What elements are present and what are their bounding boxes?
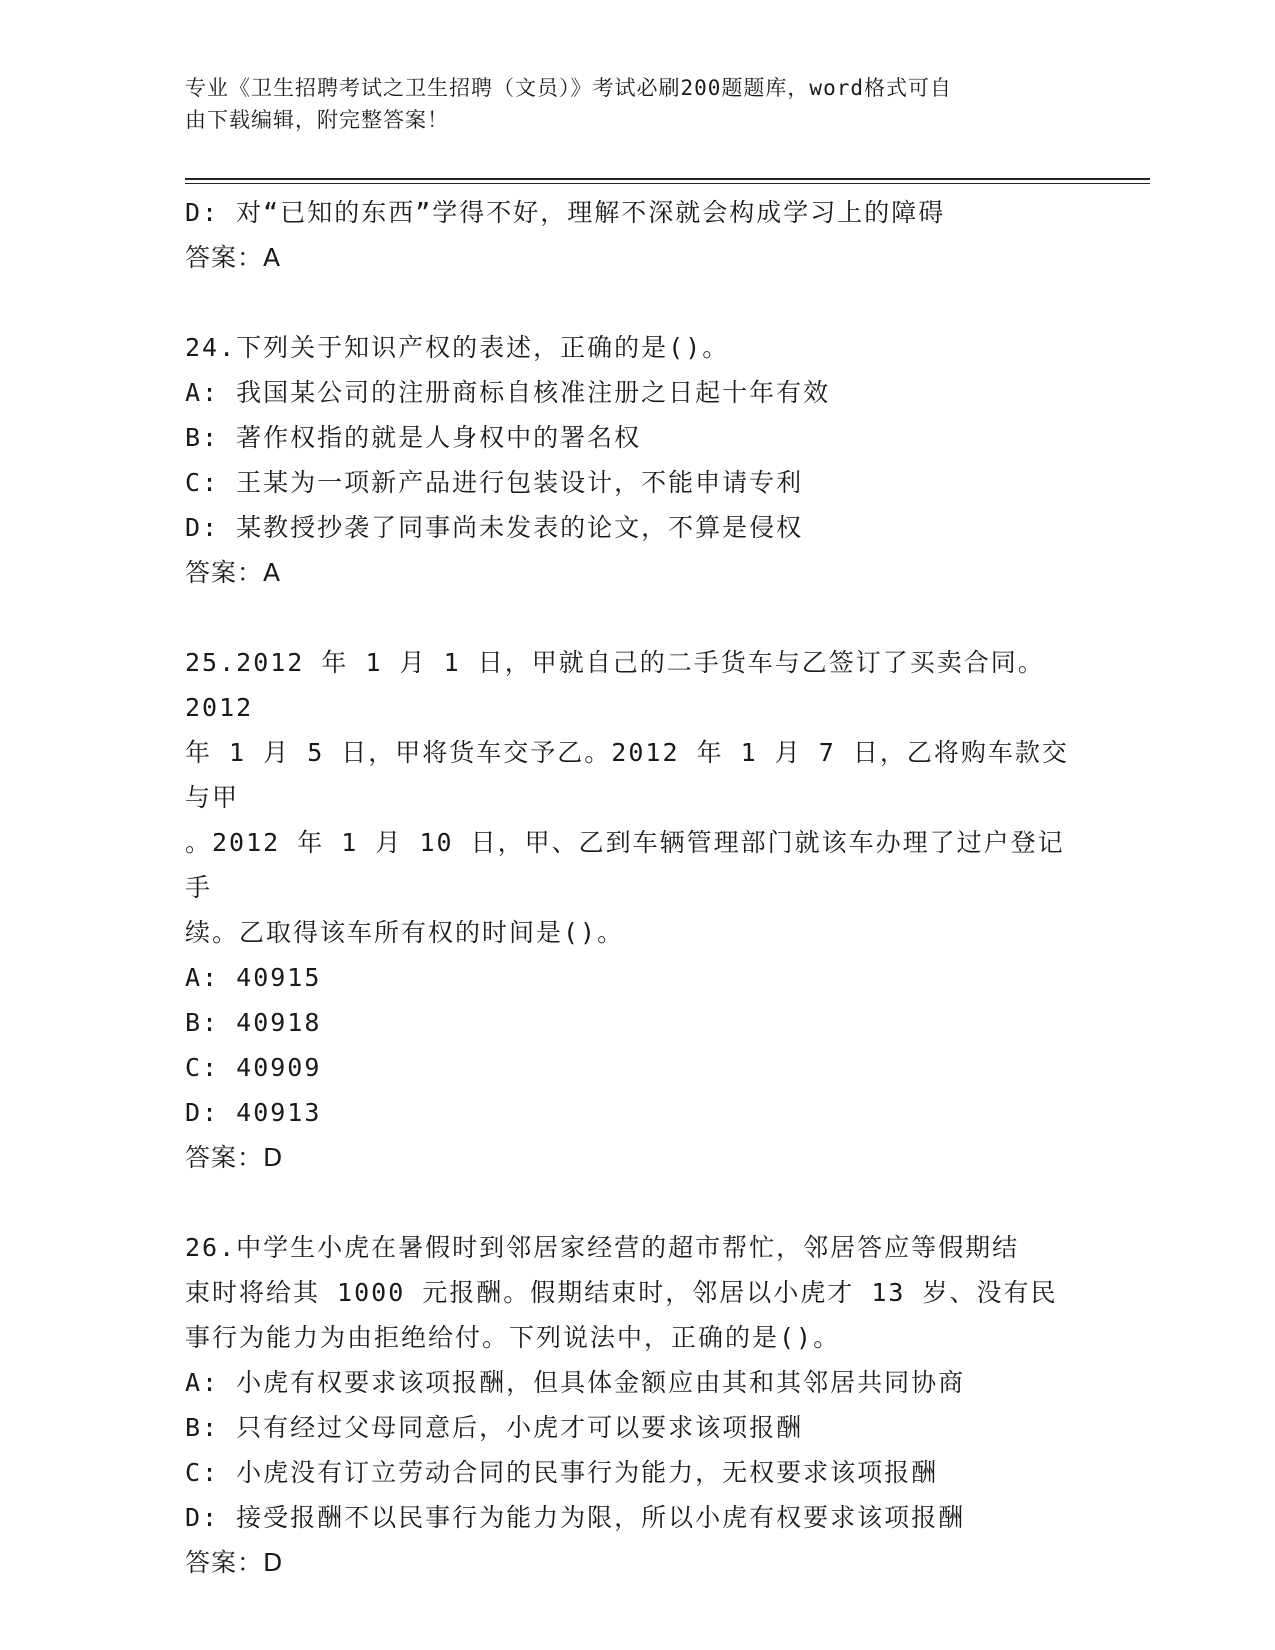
option-d: D: 对“已知的东西”学得不好，理解不深就会构成学习上的障碍 [185, 198, 946, 227]
spacer [185, 595, 1085, 640]
question-stem-line: 续。乙取得该车所有权的时间是()。 [185, 918, 625, 947]
previous-question-tail [185, 190, 1085, 280]
question-24 [185, 325, 1085, 595]
question-stem-line: 24.下列关于知识产权的表述，正确的是()。 [185, 333, 730, 362]
option-d: D: 某教授抄袭了同事尚未发表的论文，不算是侵权 [185, 513, 804, 542]
question-25 [185, 640, 1085, 1180]
option-c: C: 40909 [185, 1053, 322, 1082]
question-stem-line: 事行为能力为由拒绝给付。下列说法中，正确的是()。 [185, 1323, 841, 1352]
question-stem-line: 束时将给其 1000 元报酬。假期结束时，邻居以小虎才 13 岁、没有民 [185, 1278, 1058, 1307]
answer-line: 答案：D [185, 1143, 284, 1172]
header-rule-thin [185, 183, 1150, 184]
option-a: A: 40915 [185, 963, 322, 992]
question-stem-line: 26.中学生小虎在暑假时到邻居家经营的超市帮忙，邻居答应等假期结 [185, 1233, 1020, 1262]
spacer [185, 1180, 1085, 1225]
option-b: B: 著作权指的就是人身权中的署名权 [185, 423, 642, 452]
option-d: D: 40913 [185, 1098, 322, 1127]
option-a: A: 小虎有权要求该项报酬，但具体金额应由其和其邻居共同协商 [185, 1368, 966, 1397]
option-d: D: 接受报酬不以民事行为能力为限，所以小虎有权要求该项报酬 [185, 1503, 966, 1532]
answer-line: 答案：A [185, 558, 282, 587]
header-line-2: 由下载编辑，附完整答案！ [185, 108, 449, 132]
option-c: C: 王某为一项新产品进行包装设计，不能申请专利 [185, 468, 804, 497]
question-26 [185, 1225, 1085, 1585]
option-b: B: 只有经过父母同意后，小虎才可以要求该项报酬 [185, 1413, 804, 1442]
spacer [185, 280, 1085, 325]
document-header [185, 72, 1065, 136]
option-c: C: 小虎没有订立劳动合同的民事行为能力，无权要求该项报酬 [185, 1458, 939, 1487]
question-stem-line: 。2012 年 1 月 10 日，甲、乙到车辆管理部门就该车办理了过户登记手 [185, 828, 1065, 902]
answer-line: 答案：D [185, 1548, 284, 1577]
answer-line: 答案：A [185, 243, 282, 272]
question-stem-line: 年 1 月 5 日，甲将货车交予乙。2012 年 1 月 7 日，乙将购车款交与甲 [185, 738, 1069, 812]
option-a: A: 我国某公司的注册商标自核准注册之日起十年有效 [185, 378, 831, 407]
question-content [185, 190, 1085, 1585]
question-stem-line: 25.2012 年 1 月 1 日，甲就自己的二手货车与乙签订了买卖合同。2012 [185, 648, 1045, 722]
header-rule-thick [185, 178, 1150, 180]
option-b: B: 40918 [185, 1008, 322, 1037]
header-line-1: 专业《卫生招聘考试之卫生招聘（文员）》考试必刷200题题库，word格式可自 [185, 76, 952, 100]
